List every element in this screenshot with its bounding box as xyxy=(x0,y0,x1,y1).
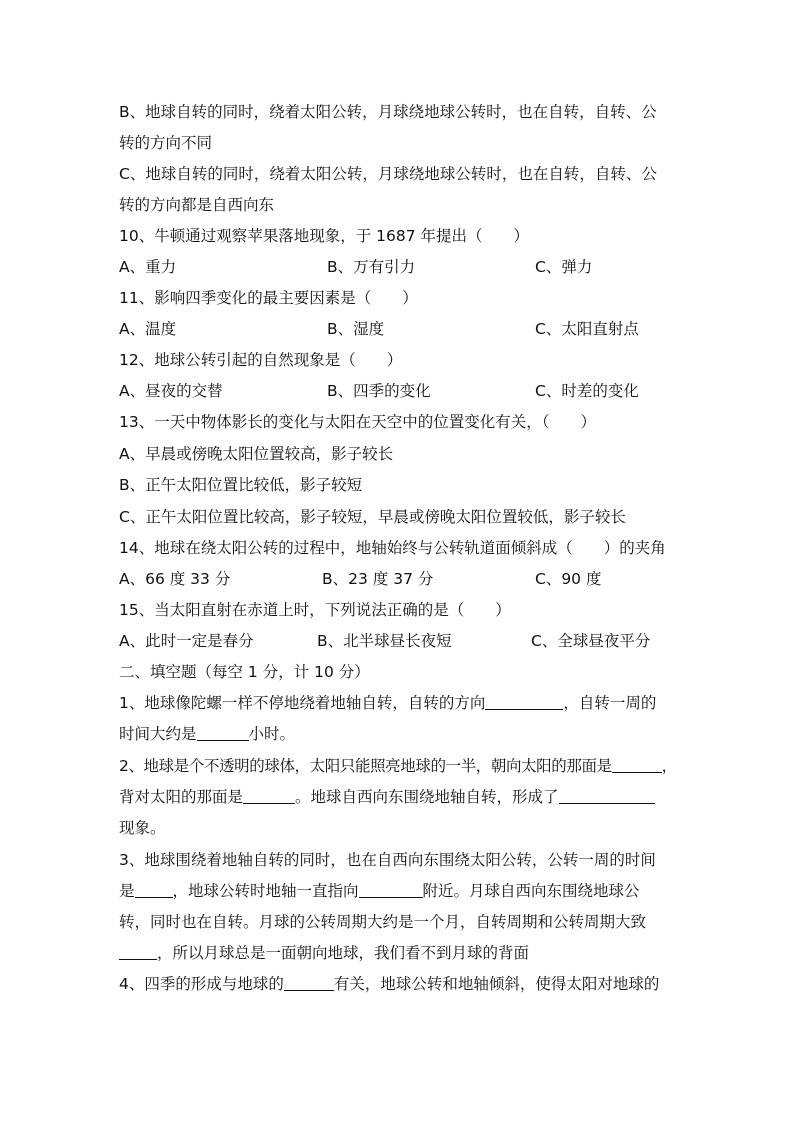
q15-option-b: B、北半球昼长夜短 xyxy=(317,632,452,650)
fill2-text-a: 2、地球是个不透明的球体，太阳只能照亮地球的一半，朝向太阳的那面是 xyxy=(119,757,612,775)
fill1-text-d: 小时。 xyxy=(248,725,296,743)
q10-option-a: A、重力 xyxy=(119,258,177,276)
q13-option-c: C、正午太阳位置比较高，影子较短，早晨或傍晚太阳位置较低，影子较长 xyxy=(119,508,626,526)
q12-option-a: A、昼夜的交替 xyxy=(119,382,223,400)
q12-stem: 12、地球公转引起的自然现象是（ ） xyxy=(119,351,403,369)
fill4-text-b: 有关，地球公转和地轴倾斜，使得太阳对地球的 xyxy=(333,975,660,993)
fill1-text-a: 1、地球像陀螺一样不停地绕着地轴自转，自转的方向 xyxy=(119,694,486,712)
fill4-blank-1[interactable] xyxy=(284,974,334,991)
q13-stem: 13、一天中物体影长的变化与太阳在天空中的位置变化有关，（ ） xyxy=(119,413,596,431)
fill3-blank-2[interactable] xyxy=(359,881,423,898)
fill3-line2 xyxy=(119,881,679,901)
fill3-blank-1[interactable] xyxy=(135,881,173,898)
q11-option-c: C、太阳直射点 xyxy=(535,320,639,338)
fill2-blank-1[interactable] xyxy=(612,756,662,773)
q10-option-b: B、万有引力 xyxy=(327,258,416,276)
fill1-blank-1[interactable] xyxy=(485,693,563,710)
fill1-line2 xyxy=(119,724,679,744)
q15-stem: 15、当太阳直射在赤道上时，下列说法正确的是（ ） xyxy=(119,601,511,619)
q14-option-a: A、66 度 33 分 xyxy=(119,570,231,588)
fill4-text-a: 4、四季的形成与地球的 xyxy=(119,975,284,993)
fill2-text-c: 背对太阳的那面是 xyxy=(119,788,244,806)
q11-option-a: A、温度 xyxy=(119,320,177,338)
q11-option-b: B、湿度 xyxy=(327,320,385,338)
q15-option-c: C、全球昼夜平分 xyxy=(531,632,651,650)
section-heading-fill-in: 二、填空题（每空 1 分，计 10 分） xyxy=(119,663,370,681)
fill1-blank-2[interactable] xyxy=(197,724,249,741)
q11-stem: 11、影响四季变化的最主要因素是（ ） xyxy=(119,289,418,307)
q13-option-a: A、早晨或傍晚太阳位置较高，影子较长 xyxy=(119,445,394,463)
fill2-blank-2[interactable] xyxy=(243,787,295,804)
fill3-blank-3[interactable] xyxy=(119,943,157,960)
q14-option-b: B、23 度 37 分 xyxy=(322,570,434,588)
q12-option-c: C、时差的变化 xyxy=(535,382,639,400)
fill4-line1 xyxy=(119,974,679,994)
q9-option-b-line1: B、地球自转的同时，绕着太阳公转，月球绕地球公转时，也在自转，自转、公 xyxy=(119,103,657,121)
fill3-line3: 转，同时也在自转。月球的公转周期大约是一个月，自转周期和公转周期大致 xyxy=(119,913,647,931)
fill1-line1 xyxy=(119,693,679,713)
q9-option-c-line2: 转的方向都是自西向东 xyxy=(119,196,275,214)
q13-option-b: B、正午太阳位置比较低，影子较短 xyxy=(119,476,363,494)
fill3-text-b: ，地球公转时地轴一直指向 xyxy=(172,882,359,900)
fill3-text-a: 是 xyxy=(119,882,135,900)
q10-stem: 10、牛顿通过观察苹果落地现象，于 1687 年提出（ ） xyxy=(119,227,530,245)
q9-option-c-line1: C、地球自转的同时，绕着太阳公转，月球绕地球公转时，也在自转，自转、公 xyxy=(119,165,657,183)
q15-option-a: A、此时一定是春分 xyxy=(119,632,254,650)
q10-option-c: C、弹力 xyxy=(535,258,593,276)
fill3-line4 xyxy=(119,943,679,963)
fill2-blank-3[interactable] xyxy=(559,787,655,804)
q14-stem: 14、地球在绕太阳公转的过程中，地轴始终与公转轨道面倾斜成（ ）的夹角 xyxy=(119,539,666,557)
fill3-text-d: ，所以月球总是一面朝向地球，我们看不到月球的背面 xyxy=(157,944,530,962)
q9-option-b-line2: 转的方向不同 xyxy=(119,134,213,152)
fill2-text-b: ， xyxy=(661,757,677,775)
fill2-text-d: 。地球自西向东围绕地轴自转，形成了 xyxy=(295,788,559,806)
fill3-line1: 3、地球围绕着地轴自转的同时，也在自西向东围绕太阳公转，公转一周的时间 xyxy=(119,851,656,869)
q12-option-b: B、四季的变化 xyxy=(327,382,431,400)
fill3-text-c: 附近。月球自西向东围绕地球公 xyxy=(422,882,640,900)
fill1-text-b: ，自转一周的 xyxy=(563,694,657,712)
fill2-line2 xyxy=(119,787,679,807)
q14-option-c: C、90 度 xyxy=(535,570,602,588)
fill2-line3: 现象。 xyxy=(119,819,166,837)
fill2-line1 xyxy=(119,756,679,776)
fill1-text-c: 时间大约是 xyxy=(119,725,197,743)
